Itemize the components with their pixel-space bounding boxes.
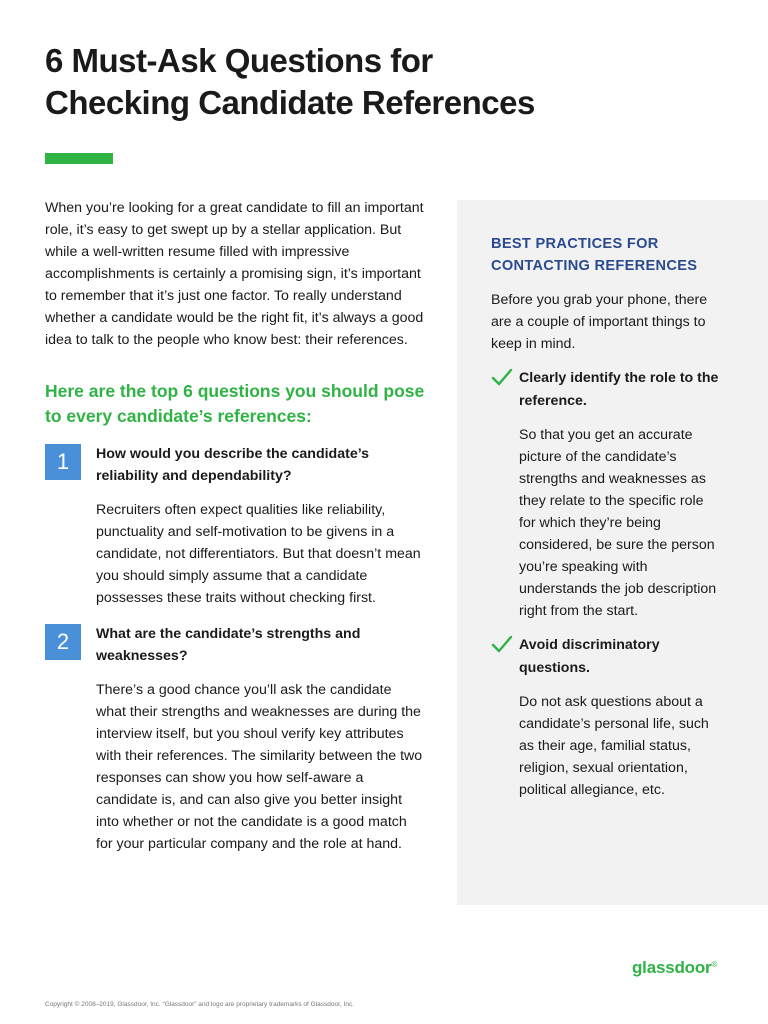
question-item-1 <box>45 443 425 609</box>
logo-wordmark: glassdoor <box>632 958 712 977</box>
sidebar-intro: Before you grab your phone, there are a couple of important things to keep in mind. <box>491 292 708 352</box>
intro-paragraph: When you’re looking for a great candidate to fill an important role, it’s easy to get swept up by a stellar application. But while a well-written resume filled with impressive accomplishments is certainly a promising sign, it’s important to remember that it’s just one factor. To really understand whether a candidate would be the right fit, it’s always a good idea to talk to the people who know best: their references. <box>45 200 424 348</box>
best-practice-title: Avoid discriminatory questions. <box>519 637 660 676</box>
questions-subheading: Here are the top 6 questions you should pose to every candidate’s references: <box>45 381 425 426</box>
question-number-badge: 2 <box>45 624 81 660</box>
copyright-footer: Copyright © 2008–2019, Glassdoor, Inc. “Glassdoor” and logo are proprietary trademarks of Glassdoor, Inc. <box>45 1001 355 1008</box>
question-body: Recruiters often expect qualities like reliability, punctuality and self-motivation to be givens in a candidate, not differentiators. But that doesn’t mean you should simply assume that a candidate possesses these traits without checking first. <box>96 502 421 606</box>
best-practice-body: So that you get an accurate picture of the candidate’s strengths and weaknesses as they relate to the specific role for which they’re being considered, be sure the person you’re speaking with understands the job description right from the start. <box>519 427 717 619</box>
title-line-1: 6 Must-Ask Questions for <box>45 42 433 79</box>
best-practices-sidebar <box>457 200 768 905</box>
checkmark-icon <box>491 367 513 389</box>
title-accent-bar <box>45 153 113 164</box>
question-body: There’s a good chance you’ll ask the candidate what their strengths and weaknesses are during the interview itself, but you shoul verify key attributes with their references. The similarity between the two responses can show you how self-aware a candidate is, and can also give you better insight into whether or not the candidate is a good match for your particular company and the role at hand. <box>96 682 423 852</box>
page-title <box>45 40 665 124</box>
glassdoor-logo <box>632 958 717 978</box>
best-practice-title: Clearly identify the role to the reference. <box>519 370 719 409</box>
best-practice-item-2 <box>491 634 731 801</box>
main-column <box>45 197 425 855</box>
sidebar-heading: BEST PRACTICES FOR CONTACTING REFERENCES <box>491 236 698 274</box>
checkmark-icon <box>491 634 513 656</box>
best-practice-body: Do not ask questions about a candidate’s personal life, such as their age, familial status, religion, sexual orientation, political allegiance, etc. <box>519 694 709 798</box>
registered-mark: ® <box>711 960 718 969</box>
best-practice-item-1 <box>491 367 731 622</box>
question-item-2 <box>45 623 425 855</box>
question-title: How would you describe the candidate’s reliability and dependability? <box>96 446 370 484</box>
question-title: What are the candidate’s strengths and weaknesses? <box>96 626 361 664</box>
title-line-2: Checking Candidate References <box>45 84 535 121</box>
question-number-badge: 1 <box>45 444 81 480</box>
